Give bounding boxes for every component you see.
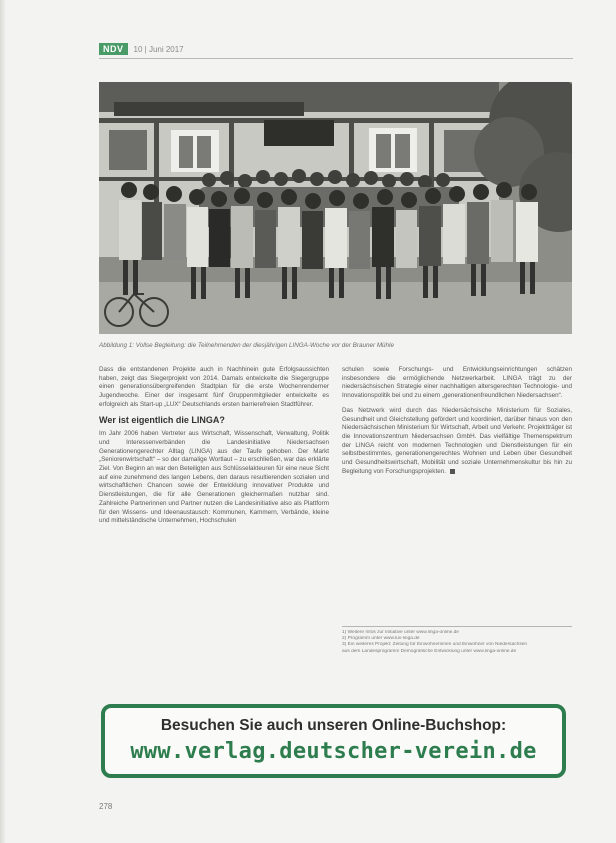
group-photo-image [99,82,572,334]
ad-headline: Besuchen Sie auch unseren Online-Buchshop: [160,717,507,734]
footnote: 2) Programm unter www.lux-linga.de [342,636,420,642]
group-photo [99,82,572,334]
page-edge-shadow [0,0,6,843]
journal-logo: NDV [99,43,128,55]
bookshop-ad-banner[interactable] [101,704,566,778]
paragraph: Im Jahr 2006 haben Vertreter aus Wirtschaft, Wissenschaft, Verwaltung, Politik und Interessenverbänden die Landesinitiative Niedersachsen Generationengerechter Alltag (LINGA) aus der Taufe gehoben. Der Markt „Seniorenwirtschaft“ – so der damalige Wortlaut – zu erschließen, war das erklärte Ziel. Von Beginn an war den Beteiligten aus Schlüsselakteuren für eine neue Sicht auf eine zunehmend des langen Lebens, den daraus resultierenden sozialen und wirtschaftlichen Chancen sowie der Entwicklung innovativer Produkte und Dienstleistungen, die für alle Generationen gleichermaßen nutzbar sind. Zahlreiche Partnerinnen und Partner nutzen die Landesinitiative also als Plattform für den Wissens- und Ideenaustausch: Kommunen, Kammern, Verbände, kleine und mittelständische Unternehmen, Hochschulen [99,430,329,525]
photo-caption: Abbildung 1: Vollse Begleitung: die Teilnehmenden der diesjährigen LINGA-Woche vor der Brauner Mühle [99,342,394,349]
issue-label: 10 | Juni 2017 [133,44,184,54]
paragraph: schulen sowie Forschungs- und Entwicklungseinrichtungen schätzen insbesondere die ermöglichende Netzwerkarbeit. LINGA trägt zu der niedersächsischen Strategie einer nachhaltigen altersgerechten Technologie- und Innovationspolitik bei und zu einem „generationenfreundlichen Niedersachsen“. [342,366,572,400]
article-column-left [99,366,329,532]
end-of-article-mark [450,469,455,474]
section-heading: Wer ist eigentlich die LINGA? [99,414,225,425]
header-rule [99,58,573,59]
paragraph: Dass die entstandenen Projekte auch in Nachhinein gute Erfolgsaussichten haben, zeigt das Siegerprojekt von 2014. Damals entwickelte die Siegergruppe einen generationsübergreifenden Stadtplan für die erste Wochenrenderner Jugendwoche. Einer der insgesamt fünf Gruppenmitglieder entwickelte es erfolgreich als Start-up „LUX“ Deutschlands ersten barrierefreien Stadtführer. [99,366,329,408]
page-number: 278 [99,802,113,811]
page-header [99,42,184,56]
footnote: 1) Weitere Infos zur Initiative unter www.linga-online.de [342,630,459,635]
footnote: 3) Ein weiteres Projekt: Zeitung für Einwohnerinnen und Einwohner von Niedersachsen [342,642,528,648]
paragraph-text: Das Netzwerk wird durch das Niedersächsische Ministerium für Soziales, Gesundheit und Gleichstellung gefördert und koordiniert, darüber hinaus von den Niedersächsischen Ministerium für Wirtschaft, Arbeit und Verkehr. Projektträger ist die Innovationszentrum Niedersachsen GmbH. Das vielfältige Themenspektrum der LINGA reicht von modernen Technologien und Dienstleistungen für ein selbstbestimmtes, generationengerechtes Wohnen und Leben über Gesundheit und Gesundheitswirtschaft, Mobilität und soziale Unternehmenskultur bis hin zu Begleitung von Forschungsprojekten. [342,406,572,475]
paragraph [342,407,572,477]
footnotes [342,626,572,655]
ad-url-link[interactable]: www.verlag.deutscher-verein.de [130,739,537,764]
footnote: aus dem Landesprogramm Demografische Entwicklung unter www.linga-online.de [342,648,517,654]
article-column-right [342,366,572,482]
